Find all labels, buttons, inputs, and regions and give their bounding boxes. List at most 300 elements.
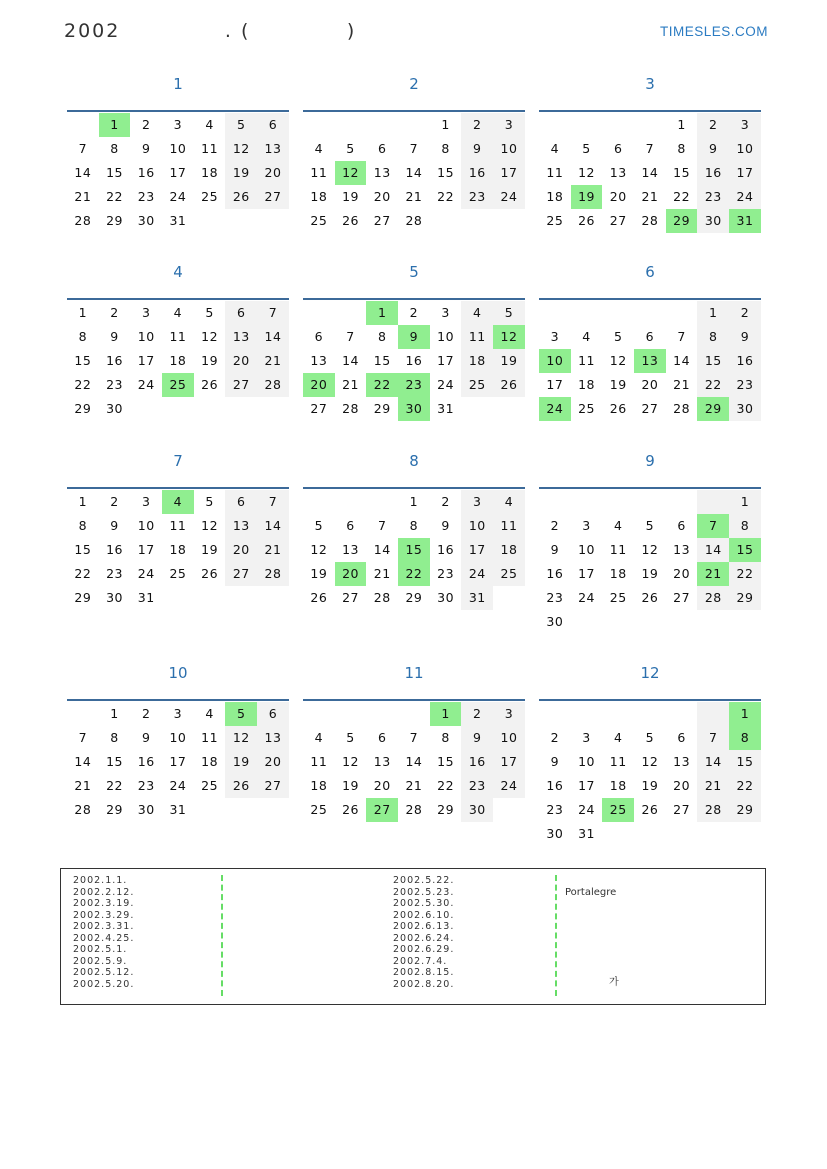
day-cell: 8 bbox=[441, 730, 450, 745]
day-cell: 21 bbox=[74, 189, 92, 204]
day-cell: 27 bbox=[310, 401, 328, 416]
day-cell: 7 bbox=[78, 730, 88, 745]
day-cell: 23 bbox=[137, 778, 155, 793]
day-cell: 10 bbox=[578, 754, 595, 769]
empty-cell bbox=[366, 113, 398, 137]
month-name: 12 bbox=[640, 664, 660, 682]
day-cell: 15 bbox=[437, 165, 455, 180]
day-cell: 24 bbox=[578, 802, 595, 817]
day-cell: 12 bbox=[342, 754, 359, 769]
month-grid bbox=[303, 699, 525, 822]
day-cell: 31 bbox=[137, 590, 155, 605]
day-cell: 21 bbox=[405, 189, 423, 204]
day-cell: 9 bbox=[550, 542, 560, 557]
day-cell: 21 bbox=[342, 377, 359, 392]
day-cell: 10 bbox=[461, 514, 493, 538]
day-cell: 22 bbox=[366, 373, 398, 397]
day-cell: 20 bbox=[609, 189, 627, 204]
day-cell: 10 bbox=[437, 329, 455, 344]
day-cell: 11 bbox=[310, 165, 328, 180]
day-cell: 2 bbox=[461, 113, 493, 137]
day-cell: 6 bbox=[677, 730, 686, 745]
day-cell: 17 bbox=[437, 353, 455, 368]
day-cell: 1 bbox=[366, 301, 398, 325]
day-cell: 24 bbox=[493, 774, 525, 798]
day-cell: 15 bbox=[729, 750, 761, 774]
day-cell: 22 bbox=[729, 774, 761, 798]
holiday-divider bbox=[221, 875, 225, 996]
day-cell: 13 bbox=[225, 325, 257, 349]
holiday-date: 2002.7.4. bbox=[393, 955, 448, 967]
day-cell: 17 bbox=[546, 377, 564, 392]
day-cell: 2 bbox=[409, 305, 419, 320]
day-cell: 23 bbox=[546, 590, 564, 605]
empty-cell bbox=[493, 586, 525, 610]
day-cell: 14 bbox=[697, 750, 729, 774]
day-cell: 11 bbox=[201, 141, 219, 156]
day-cell: 25 bbox=[169, 566, 187, 581]
day-cell: 3 bbox=[493, 113, 525, 137]
empty-cell bbox=[130, 397, 162, 421]
empty-cell bbox=[225, 209, 257, 233]
month-name: 10 bbox=[168, 664, 188, 682]
day-cell: 29 bbox=[729, 798, 761, 822]
day-cell: 15 bbox=[74, 542, 92, 557]
day-cell: 7 bbox=[697, 514, 729, 538]
day-cell: 22 bbox=[697, 373, 729, 397]
day-cell: 10 bbox=[169, 730, 187, 745]
day-cell: 16 bbox=[405, 353, 423, 368]
day-cell: 6 bbox=[677, 518, 686, 533]
day-cell: 8 bbox=[729, 514, 761, 538]
day-cell: 20 bbox=[225, 349, 257, 373]
day-cell: 13 bbox=[310, 353, 328, 368]
empty-cell bbox=[539, 301, 571, 325]
empty-cell bbox=[461, 397, 493, 421]
day-cell: 3 bbox=[461, 490, 493, 514]
day-cell: 24 bbox=[578, 590, 595, 605]
day-cell: 27 bbox=[342, 590, 359, 605]
day-cell: 13 bbox=[257, 726, 289, 750]
empty-cell bbox=[697, 490, 729, 514]
empty-cell bbox=[666, 610, 698, 634]
day-cell: 11 bbox=[493, 514, 525, 538]
empty-cell bbox=[493, 397, 525, 421]
day-cell: 25 bbox=[609, 590, 627, 605]
day-cell: 2 bbox=[550, 730, 560, 745]
day-cell: 13 bbox=[609, 165, 627, 180]
holiday-note-char: 가 bbox=[609, 977, 619, 988]
day-cell: 9 bbox=[697, 137, 729, 161]
day-cell: 15 bbox=[697, 349, 729, 373]
month-name: 3 bbox=[645, 75, 655, 93]
day-cell: 30 bbox=[106, 401, 123, 416]
day-cell: 5 bbox=[346, 730, 355, 745]
empty-cell bbox=[697, 822, 729, 846]
day-cell: 18 bbox=[609, 566, 627, 581]
day-cell: 11 bbox=[609, 754, 627, 769]
day-cell: 2 bbox=[110, 494, 119, 509]
empty-cell bbox=[194, 397, 226, 421]
day-cell: 25 bbox=[201, 778, 219, 793]
holiday-date: 2002.4.25. bbox=[73, 932, 135, 944]
month-4 bbox=[67, 262, 289, 421]
day-cell: 8 bbox=[697, 325, 729, 349]
holiday-date: 2002.3.19. bbox=[73, 898, 135, 909]
day-cell: 8 bbox=[377, 329, 387, 344]
day-cell: 19 bbox=[342, 189, 359, 204]
day-cell: 12 bbox=[225, 726, 257, 750]
day-cell: 28 bbox=[257, 562, 289, 586]
day-cell: 15 bbox=[673, 165, 691, 180]
day-cell: 23 bbox=[697, 185, 729, 209]
empty-cell bbox=[225, 798, 257, 822]
month-name: 11 bbox=[404, 664, 424, 682]
day-cell: 14 bbox=[257, 514, 289, 538]
month-grid bbox=[303, 110, 525, 233]
empty-cell bbox=[194, 586, 226, 610]
day-cell: 30 bbox=[137, 802, 155, 817]
day-cell: 15 bbox=[106, 165, 123, 180]
empty-cell bbox=[162, 397, 194, 421]
day-cell: 1 bbox=[409, 494, 419, 509]
day-cell: 17 bbox=[169, 165, 187, 180]
empty-cell bbox=[225, 397, 257, 421]
day-cell: 20 bbox=[373, 778, 391, 793]
day-cell: 11 bbox=[169, 518, 187, 533]
day-cell: 6 bbox=[257, 702, 289, 726]
day-cell: 16 bbox=[106, 353, 123, 368]
day-cell: 20 bbox=[673, 778, 691, 793]
day-cell: 7 bbox=[257, 301, 289, 325]
day-cell: 4 bbox=[613, 518, 623, 533]
day-cell: 12 bbox=[641, 754, 659, 769]
day-cell: 15 bbox=[106, 754, 123, 769]
day-cell: 27 bbox=[673, 802, 691, 817]
day-cell: 5 bbox=[314, 518, 324, 533]
day-cell: 13 bbox=[257, 137, 289, 161]
day-cell: 13 bbox=[673, 542, 691, 557]
holiday-note-city: Portalegre bbox=[565, 887, 617, 898]
day-cell: 31 bbox=[461, 586, 493, 610]
day-cell: 6 bbox=[346, 518, 355, 533]
day-cell: 25 bbox=[201, 189, 219, 204]
empty-cell bbox=[335, 301, 367, 325]
day-cell: 18 bbox=[609, 778, 627, 793]
day-cell: 24 bbox=[169, 189, 187, 204]
empty-cell bbox=[539, 702, 571, 726]
day-cell: 8 bbox=[110, 730, 119, 745]
day-cell: 12 bbox=[201, 329, 219, 344]
day-cell: 3 bbox=[582, 518, 591, 533]
day-cell: 24 bbox=[493, 185, 525, 209]
day-cell: 22 bbox=[74, 566, 92, 581]
empty-cell bbox=[666, 301, 698, 325]
empty-cell bbox=[493, 798, 525, 822]
day-cell: 12 bbox=[493, 325, 525, 349]
day-cell: 31 bbox=[169, 802, 187, 817]
day-cell: 12 bbox=[641, 542, 659, 557]
day-cell: 4 bbox=[162, 490, 194, 514]
day-cell: 28 bbox=[74, 802, 92, 817]
day-cell: 26 bbox=[201, 566, 219, 581]
day-cell: 18 bbox=[169, 542, 187, 557]
day-cell: 26 bbox=[225, 185, 257, 209]
empty-cell bbox=[602, 301, 634, 325]
holiday-date: 2002.3.31. bbox=[73, 921, 135, 932]
day-cell: 23 bbox=[461, 185, 493, 209]
empty-cell bbox=[634, 113, 666, 137]
month-name: 5 bbox=[409, 263, 419, 281]
day-cell: 16 bbox=[137, 754, 155, 769]
holiday-date: 2002.6.10. bbox=[393, 909, 455, 921]
month-name: 9 bbox=[645, 452, 655, 470]
day-cell: 19 bbox=[342, 778, 359, 793]
empty-cell bbox=[571, 301, 603, 325]
empty-cell bbox=[335, 113, 367, 137]
day-cell: 1 bbox=[78, 494, 88, 509]
day-cell: 10 bbox=[137, 329, 155, 344]
month-name: 1 bbox=[173, 75, 183, 93]
day-cell: 16 bbox=[137, 165, 155, 180]
holiday-date: 2002.5.20. bbox=[73, 978, 135, 990]
site-logo[interactable]: TIMESLES.COM bbox=[659, 24, 768, 39]
day-cell: 15 bbox=[398, 538, 430, 562]
day-cell: 2 bbox=[141, 117, 151, 132]
month-1 bbox=[67, 74, 289, 233]
day-cell: 5 bbox=[613, 329, 623, 344]
day-cell: 10 bbox=[137, 518, 155, 533]
day-cell: 17 bbox=[137, 542, 155, 557]
holiday-date: 2002.1.1. bbox=[73, 875, 128, 886]
day-cell: 24 bbox=[437, 377, 455, 392]
day-cell: 15 bbox=[373, 353, 391, 368]
day-cell: 21 bbox=[373, 566, 391, 581]
day-cell: 11 bbox=[310, 754, 328, 769]
month-grid bbox=[67, 699, 289, 822]
day-cell: 7 bbox=[377, 518, 387, 533]
month-grid bbox=[67, 487, 289, 610]
day-cell: 4 bbox=[493, 490, 525, 514]
day-cell: 3 bbox=[173, 117, 183, 132]
day-cell: 28 bbox=[697, 798, 729, 822]
day-cell: 18 bbox=[546, 189, 564, 204]
day-cell: 26 bbox=[493, 373, 525, 397]
day-cell: 28 bbox=[342, 401, 359, 416]
month-2 bbox=[303, 74, 525, 233]
empty-cell bbox=[602, 490, 634, 514]
day-cell: 10 bbox=[169, 141, 187, 156]
day-cell: 28 bbox=[673, 401, 691, 416]
day-cell: 19 bbox=[201, 353, 219, 368]
day-cell: 12 bbox=[225, 137, 257, 161]
holiday-divider bbox=[555, 875, 559, 996]
day-cell: 27 bbox=[373, 213, 391, 228]
empty-cell bbox=[257, 397, 289, 421]
month-9 bbox=[539, 451, 761, 634]
day-cell: 29 bbox=[74, 401, 92, 416]
day-cell: 11 bbox=[609, 542, 627, 557]
day-cell: 14 bbox=[342, 353, 359, 368]
day-cell: 23 bbox=[546, 802, 564, 817]
day-cell: 3 bbox=[493, 702, 525, 726]
month-10 bbox=[67, 663, 289, 822]
day-cell: 12 bbox=[578, 165, 595, 180]
month-11 bbox=[303, 663, 525, 822]
day-cell: 16 bbox=[729, 349, 761, 373]
day-cell: 17 bbox=[461, 538, 493, 562]
day-cell: 18 bbox=[493, 538, 525, 562]
empty-cell bbox=[729, 822, 761, 846]
month-name: 7 bbox=[173, 452, 183, 470]
day-cell: 1 bbox=[110, 706, 119, 721]
day-cell: 2 bbox=[550, 518, 560, 533]
day-cell: 16 bbox=[546, 566, 564, 581]
month-grid bbox=[539, 487, 761, 634]
empty-cell bbox=[303, 301, 335, 325]
day-cell: 26 bbox=[201, 377, 219, 392]
day-cell: 26 bbox=[578, 213, 595, 228]
day-cell: 28 bbox=[641, 213, 659, 228]
day-cell: 13 bbox=[634, 349, 666, 373]
day-cell: 6 bbox=[377, 730, 387, 745]
day-cell: 21 bbox=[697, 774, 729, 798]
day-cell: 31 bbox=[578, 826, 595, 841]
month-grid bbox=[539, 699, 761, 846]
day-cell: 27 bbox=[225, 373, 257, 397]
day-cell: 6 bbox=[225, 490, 257, 514]
page-header bbox=[64, 20, 768, 46]
day-cell: 2 bbox=[461, 702, 493, 726]
holiday-list bbox=[60, 868, 766, 1005]
holiday-date: 2002.6.24. bbox=[393, 932, 455, 944]
day-cell: 16 bbox=[437, 542, 455, 557]
day-cell: 5 bbox=[645, 518, 655, 533]
day-cell: 9 bbox=[441, 518, 450, 533]
day-cell: 22 bbox=[437, 778, 455, 793]
holiday-date: 2002.6.13. bbox=[393, 921, 455, 932]
day-cell: 5 bbox=[582, 141, 591, 156]
day-cell: 20 bbox=[335, 562, 367, 586]
day-cell: 8 bbox=[729, 726, 761, 750]
empty-cell bbox=[366, 702, 398, 726]
day-cell: 19 bbox=[641, 778, 659, 793]
day-cell: 28 bbox=[405, 213, 423, 228]
day-cell: 1 bbox=[729, 490, 761, 514]
empty-cell bbox=[602, 610, 634, 634]
day-cell: 19 bbox=[493, 349, 525, 373]
day-cell: 24 bbox=[137, 566, 155, 581]
day-cell: 9 bbox=[461, 726, 493, 750]
day-cell: 7 bbox=[409, 730, 419, 745]
day-cell: 19 bbox=[310, 566, 328, 581]
day-cell: 6 bbox=[613, 141, 623, 156]
day-cell: 8 bbox=[78, 329, 88, 344]
day-cell: 18 bbox=[310, 778, 328, 793]
day-cell: 24 bbox=[137, 377, 155, 392]
day-cell: 19 bbox=[641, 566, 659, 581]
day-cell: 23 bbox=[106, 377, 123, 392]
day-cell: 19 bbox=[571, 185, 603, 209]
day-cell: 14 bbox=[373, 542, 391, 557]
day-cell: 25 bbox=[162, 373, 194, 397]
day-cell: 9 bbox=[141, 141, 151, 156]
month-8 bbox=[303, 451, 525, 610]
day-cell: 4 bbox=[550, 141, 560, 156]
holiday-date: 2002.2.12. bbox=[73, 886, 135, 898]
day-cell: 8 bbox=[78, 518, 88, 533]
day-cell: 11 bbox=[578, 353, 595, 368]
day-cell: 18 bbox=[201, 754, 219, 769]
empty-cell bbox=[539, 490, 571, 514]
day-cell: 11 bbox=[169, 329, 187, 344]
month-grid bbox=[303, 487, 525, 610]
day-cell: 4 bbox=[314, 730, 324, 745]
empty-cell bbox=[539, 113, 571, 137]
day-cell: 27 bbox=[366, 798, 398, 822]
day-cell: 6 bbox=[257, 113, 289, 137]
empty-cell bbox=[398, 113, 430, 137]
month-grid bbox=[67, 110, 289, 233]
month-name: 2 bbox=[409, 75, 419, 93]
day-cell: 21 bbox=[641, 189, 659, 204]
day-cell: 17 bbox=[493, 161, 525, 185]
day-cell: 29 bbox=[106, 213, 123, 228]
month-5 bbox=[303, 262, 525, 421]
day-cell: 26 bbox=[225, 774, 257, 798]
day-cell: 28 bbox=[373, 590, 391, 605]
day-cell: 5 bbox=[205, 305, 214, 320]
empty-cell bbox=[194, 798, 226, 822]
day-cell: 17 bbox=[729, 161, 761, 185]
day-cell: 6 bbox=[645, 329, 655, 344]
day-cell: 23 bbox=[106, 566, 123, 581]
day-cell: 7 bbox=[78, 141, 88, 156]
day-cell: 3 bbox=[550, 329, 560, 344]
day-cell: 26 bbox=[310, 590, 328, 605]
day-cell: 1 bbox=[729, 702, 761, 726]
day-cell: 18 bbox=[310, 189, 328, 204]
day-cell: 22 bbox=[673, 189, 691, 204]
holiday-date: 2002.5.30. bbox=[393, 898, 455, 909]
day-cell: 19 bbox=[225, 750, 257, 774]
empty-cell bbox=[67, 113, 99, 137]
holiday-date: 2002.5.1. bbox=[73, 944, 128, 955]
day-cell: 16 bbox=[461, 161, 493, 185]
day-cell: 16 bbox=[546, 778, 564, 793]
empty-cell bbox=[729, 610, 761, 634]
day-cell: 2 bbox=[697, 113, 729, 137]
day-cell: 25 bbox=[578, 401, 595, 416]
day-cell: 26 bbox=[641, 590, 659, 605]
empty-cell bbox=[430, 209, 462, 233]
day-cell: 27 bbox=[641, 401, 659, 416]
day-cell: 13 bbox=[373, 165, 391, 180]
day-cell: 15 bbox=[729, 538, 761, 562]
holiday-date: 2002.6.29. bbox=[393, 944, 455, 955]
day-cell: 5 bbox=[346, 141, 355, 156]
empty-cell bbox=[303, 113, 335, 137]
day-cell: 11 bbox=[201, 730, 219, 745]
day-cell: 3 bbox=[141, 305, 151, 320]
day-cell: 16 bbox=[697, 161, 729, 185]
empty-cell bbox=[634, 702, 666, 726]
day-cell: 1 bbox=[697, 301, 729, 325]
empty-cell bbox=[257, 798, 289, 822]
day-cell: 3 bbox=[729, 113, 761, 137]
day-cell: 18 bbox=[201, 165, 219, 180]
empty-cell bbox=[634, 490, 666, 514]
